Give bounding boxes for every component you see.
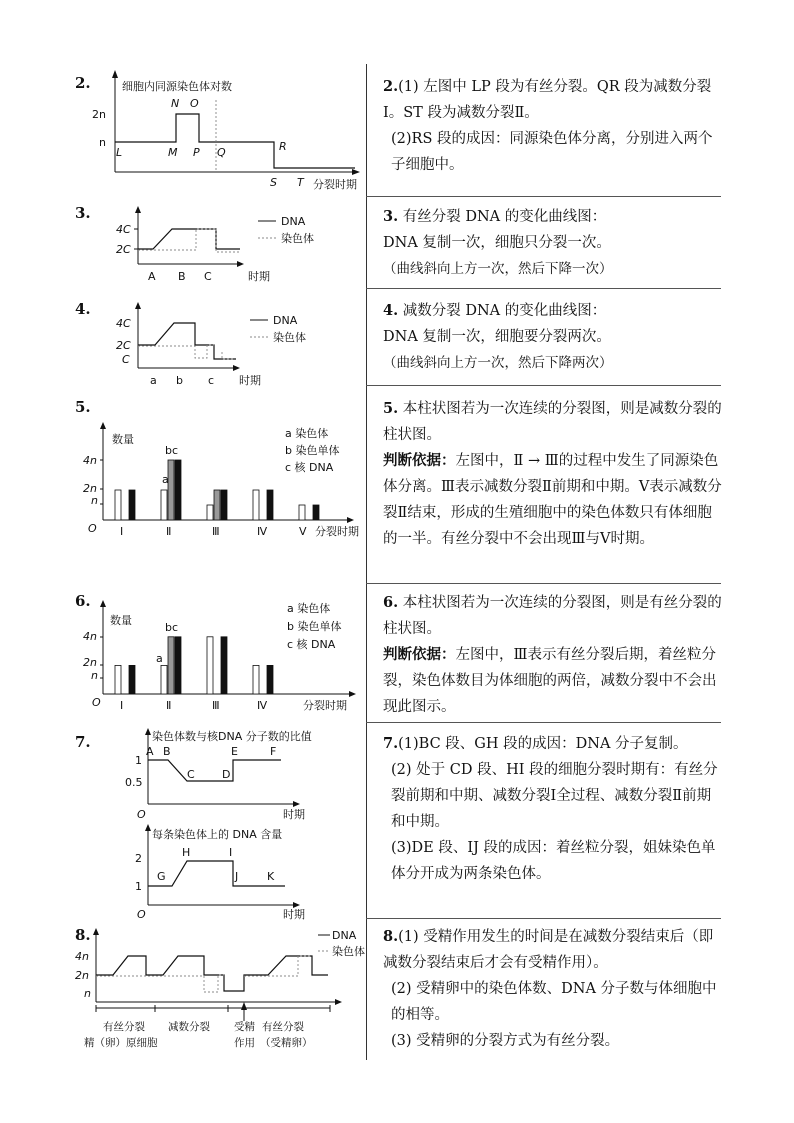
period-II: Ⅱ [166, 525, 172, 538]
point-J: J [235, 870, 239, 883]
legend-a: a 染色体 [285, 427, 329, 440]
item-number: 7. [75, 733, 91, 751]
label-S: S [270, 176, 277, 189]
x-axis-title: 时期 [248, 270, 270, 283]
bar-nuclear-dna [175, 460, 181, 520]
bar-nuclear-dna [267, 665, 273, 694]
tick-1b: 1 [135, 880, 142, 893]
bar-chromatid [214, 490, 220, 520]
label-Q: Q [217, 146, 226, 159]
answer-5: 5. 本柱状图若为一次连续的分裂图，则是减数分裂的柱状图。 判断依据：左图中，Ⅱ → Ⅲ的过程中发生了同源染色体分离。Ⅲ表示减数分裂Ⅱ前期和中期。Ⅴ表示减数分裂Ⅱ结束，形成的生殖细胞中的染色体数只有体细胞的一半。有丝分裂中不会出现Ⅲ与Ⅴ时期。 [383, 400, 722, 547]
bar-nuclear-dna [129, 490, 135, 520]
point-K: K [267, 870, 275, 883]
tick-2: 2 [135, 852, 142, 865]
bar-chromosome [207, 505, 213, 520]
y-axis-title: 数量 [112, 433, 134, 446]
item-number: 4. [75, 300, 91, 318]
point-D: D [222, 768, 231, 781]
stage2: 减数分裂 [168, 1021, 210, 1033]
answer-7: 7.(1)BC 段、GH 段的成因：DNA 分子复制。 (2) 处于 CD 段、HI 段的细胞分裂时期有：有丝分裂前期和中期、减数分裂Ⅰ全过程、减数分裂Ⅱ前期和中期。 (3)DE 段、IJ 段的成因：着丝粒分裂，姐妹染色单体分开成为两条染色体。 [383, 735, 718, 882]
point-I: I [229, 846, 233, 859]
legend-dna: DNA [332, 929, 357, 942]
legend-b: b 染色单体 [285, 444, 340, 457]
label-R: R [279, 140, 287, 153]
x-axis-title-2: 时期 [283, 908, 305, 921]
bar-nuclear-dna [129, 665, 135, 694]
tick-2n: 2n [83, 656, 97, 669]
x-axis-title: 时期 [239, 374, 261, 387]
chart2-title: 每条染色体上的 DNA 含量 [152, 828, 283, 841]
legend-dna: DNA [273, 314, 298, 327]
period-III: Ⅲ [212, 525, 220, 538]
bar-nuclear-dna [313, 505, 319, 520]
label-bc: bc [165, 444, 179, 457]
tick-n: n [99, 136, 106, 149]
figure-fertilization-curve [0, 922, 366, 1082]
row-separator [366, 722, 721, 723]
tick-n: n [91, 494, 98, 507]
tick-2n: 2n [83, 482, 97, 495]
row-separator [366, 583, 721, 584]
figure-bar-meiosis [0, 416, 366, 576]
label-T: T [297, 176, 304, 189]
tick-2C: 2C [116, 339, 131, 352]
y-axis-title: 数量 [110, 614, 132, 627]
tick-n: n [91, 669, 98, 682]
legend-chromosome: 染色体 [281, 232, 314, 245]
figure-homologous-pairs [0, 60, 366, 195]
bar-chromosome [207, 637, 213, 694]
item-number: 8. [75, 926, 91, 944]
period-a: a [150, 374, 157, 387]
answer-2: 2.(1) 左图中 LP 段为有丝分裂。QR 段为减数分裂Ⅰ。ST 段为减数分裂Ⅱ。 (2)RS 段的成因：同源染色体分离，分别进入两个子细胞中。 [383, 78, 713, 173]
y-axis-title: 细胞内同源染色体对数 [122, 80, 232, 93]
tick-4n: 4n [83, 454, 97, 467]
stage3-top: 受精 [234, 1021, 255, 1033]
label-a: a [162, 473, 169, 486]
bar-chromatid [168, 637, 174, 694]
stage1-top: 有丝分裂 [103, 1021, 145, 1033]
bar-nuclear-dna [221, 490, 227, 520]
bar-nuclear-dna [267, 490, 273, 520]
tick-4C: 4C [116, 223, 131, 236]
x-axis-title: 分裂时期 [313, 178, 357, 191]
origin-O: O [92, 696, 101, 709]
period-C: C [204, 270, 212, 283]
figure-ratio-curves [0, 722, 366, 922]
tick-2C: 2C [116, 243, 131, 256]
point-A: A [146, 745, 154, 758]
bar-nuclear-dna [221, 637, 227, 694]
legend-a: a 染色体 [287, 602, 331, 615]
bar-chromosome [161, 490, 167, 520]
period-IV: Ⅳ [257, 525, 268, 538]
bar-nuclear-dna [175, 637, 181, 694]
period-A: A [148, 270, 156, 283]
item-number: 3. [75, 204, 91, 222]
chart1-title: 染色体数与核DNA 分子数的比值 [152, 730, 312, 743]
answer-8: 8.(1) 受精作用发生的时间是在减数分裂结束后（即减数分裂结束后才会有受精作用）。 (2) 受精卵中的染色体数、DNA 分子数与体细胞中的相等。 (3) 受精卵的分裂方式为有丝分裂。 [383, 928, 717, 1049]
period-I: Ⅰ [120, 699, 124, 712]
tick-4C: 4C [116, 317, 131, 330]
answer-4: 4. 减数分裂 DNA 的变化曲线图： DNA 复制一次，细胞要分裂两次。 （曲线斜向上方一次，然后下降两次） [383, 302, 613, 371]
point-F: F [270, 745, 277, 758]
stage4-top: 有丝分裂 [262, 1021, 304, 1033]
label-O: O [190, 97, 199, 110]
point-G: G [157, 870, 166, 883]
origin-O2: O [137, 908, 146, 921]
period-II: Ⅱ [166, 699, 172, 712]
bar-chromosome [299, 505, 305, 520]
label-P: P [193, 146, 200, 159]
bar-chromosome [253, 665, 259, 694]
legend-b: b 染色单体 [287, 620, 342, 633]
legend-c: c 核 DNA [285, 461, 334, 474]
point-H: H [182, 846, 191, 859]
period-c: c [208, 374, 215, 387]
column-divider [366, 64, 367, 1060]
bar-chromosome [161, 665, 167, 694]
figure-mitosis-curve [0, 200, 366, 288]
period-III: Ⅲ [212, 699, 220, 712]
period-IV: Ⅳ [257, 699, 268, 712]
row-separator [366, 385, 721, 386]
bar-chromosome [115, 490, 121, 520]
legend-dna: DNA [281, 215, 306, 228]
tick-2n: 2n [92, 108, 106, 121]
period-V: Ⅴ [299, 525, 307, 538]
figure-meiosis-curve [0, 296, 366, 388]
x-axis-title: 时期 [283, 808, 305, 821]
item-number: 2. [75, 74, 91, 92]
stage4-bottom: （受精卵） [260, 1037, 313, 1049]
figure-bar-mitosis [0, 598, 366, 716]
period-I: Ⅰ [120, 525, 124, 538]
x-axis-title: 分裂时期 [315, 525, 359, 538]
origin-O: O [137, 808, 146, 821]
item-number: 5. [75, 398, 91, 416]
answer-3: 3. 有丝分裂 DNA 的变化曲线图： DNA 复制一次，细胞只分裂一次。 （曲线斜向上方一次，然后下降一次） [383, 208, 613, 277]
row-separator [366, 288, 721, 289]
legend-c: c 核 DNA [287, 638, 336, 651]
tick-0.5: 0.5 [125, 776, 143, 789]
answer-6: 6. 本柱状图若为一次连续的分裂图，则是有丝分裂的柱状图。 判断依据：左图中，Ⅲ表示有丝分裂后期，着丝粒分裂，染色体数目为体细胞的两倍，减数分裂中不会出现此图示。 [383, 594, 722, 715]
tick-C: C [122, 353, 130, 366]
label-N: N [171, 97, 180, 110]
legend-chromosome: 染色体 [273, 331, 306, 344]
bar-chromosome [253, 490, 259, 520]
legend-chromosome: 染色体 [332, 945, 365, 958]
bar-chromosome [115, 665, 121, 694]
label-bc: bc [165, 621, 179, 634]
bar-chromatid [168, 460, 174, 520]
tick-4n: 4n [83, 630, 97, 643]
tick-2n: 2n [75, 969, 89, 982]
stage1-bottom: 精（卵）原细胞 [84, 1037, 158, 1049]
label-a: a [156, 652, 163, 665]
period-b: b [176, 374, 183, 387]
stage3-bottom: 作用 [234, 1037, 255, 1049]
tick-1: 1 [135, 754, 142, 767]
label-L: L [116, 146, 123, 159]
row-separator [366, 918, 721, 919]
row-separator [366, 196, 721, 197]
point-B: B [163, 745, 171, 758]
point-C: C [187, 768, 195, 781]
origin-O: O [88, 522, 97, 535]
tick-n: n [84, 987, 91, 1000]
item-number: 6. [75, 592, 91, 610]
period-B: B [178, 270, 186, 283]
label-M: M [168, 146, 178, 159]
x-axis-title: 分裂时期 [303, 699, 347, 712]
point-E: E [231, 745, 238, 758]
tick-4n: 4n [75, 950, 89, 963]
